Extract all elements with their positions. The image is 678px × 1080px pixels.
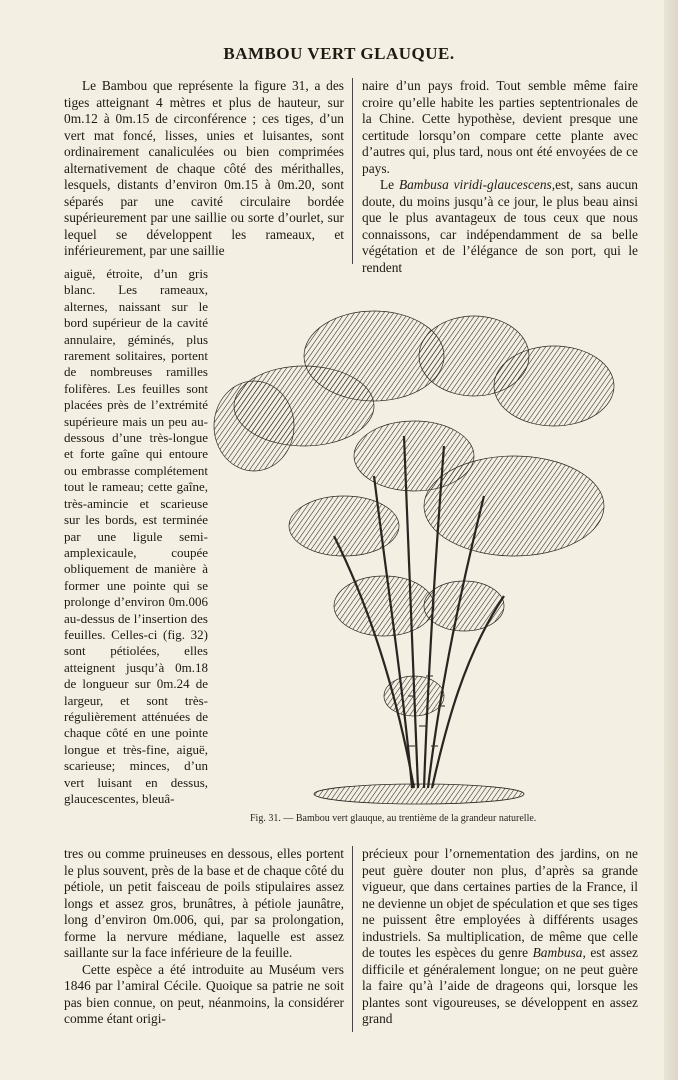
figure-caption: Fig. 31. — Bambou vert glauque, au trentième de la grandeur naturelle.: [250, 813, 537, 824]
text-span: précieux pour l’ornementation des jardins, on ne peut guère douter non plus, d’après sa grande vigueur, que dans certaines parties de la France, il ne devienne un objet de spéculation et que ses tiges ne puissent être employées à différents usages industriels. Sa multiplication, de même que celle de toutes les espèces du genre: [362, 846, 638, 960]
text-column-left-bottom: [64, 846, 344, 1034]
bamboo-engraving-icon: [214, 276, 638, 816]
paragraph-intro: Le Bambou que représente la figure 31, a des tiges atteignant 4 mètres et plus de hauteur, sur 0m.12 à 0m.15 de circonférence ; ces tiges, d’un vert mat foncé, lisses, unies et luisantes, sont ordinairement canaliculées ou bien comprimées alternativement de chaque côté des mérithalles, lesquels, distants d’environ 0m.15 à 0m.20, sont séparés par une cavité circulaire bordée supérieurement par une saillie ou sorte d’ourlet, sur lequel se développent les rameaux, et inférieurement, par une saillie: [64, 78, 344, 258]
text-column-right-top: [362, 78, 638, 275]
paragraph-leaves: tres ou comme pruineuses en dessous, elles portent le plus souvent, près de la base et de chaque côté du pétiole, un petit faisceau de poils stipulaires assez longs et assez gros, brunâtres, à pétiole jaunâtre, long d’environ 0m.006, qui, par sa prolongation, forme la nervure médiane, laquelle est assez saillante sur la face inférieure de la feuille.: [64, 846, 344, 960]
paragraph-origin: naire d’un pays froid. Tout semble même faire croire qu’elle habite les parties septentrionales de la Chine. Cette hypothèse, devient presque une certitude lorsqu’on compare cette plante avec d’autres qui, plus tard, nous ont été envoyées de ce pays.: [362, 78, 638, 176]
paragraph-botany: aiguë, étroite, d’un gris blanc. Les rameaux, alternes, naissant sur le bord supérieur de la cavité annulaire, géminés, plus rarement solitaires, portent de nombreuses ramilles folifères. Les feuilles sont placées près de l’extrémité supérieure mais un peu au-dessous d’une très-longue et forte gaîne qui entoure ou embrasse complétement tout le rameau; cette gaîne, très-amincie et scarieuse sur les bords, est terminée par une ligule semi-amplexicaule, coupée obliquement de manière à former une pointe qui se prolonge d’environ 0m.006 au-dessus de l’insertion des feuilles. Celles-ci (fig. 32) sont pétiolées, elles atteignent jusqu’à 0m.18 de longueur sur 0m.24 de largeur, et sont très-régulièrement atténuées de chaque côté en une pointe longue et très-fine, aiguë, scarieuse; minces, d’un vert luisant en dessus, glaucescentes, bleuâ-: [64, 266, 208, 806]
paragraph-propagation: [362, 846, 638, 1028]
text-span: Le: [380, 177, 399, 192]
genus-name: Bambusa,: [532, 945, 586, 960]
paragraph-description: [362, 177, 638, 276]
page-edge: [664, 0, 678, 1080]
text-span: est, sans aucun doute, du moins jusqu’à ce jour, le plus beau ainsi que le plus avantageux de tous ceux que nous connaissons, car indépendamment de sa belle végétation et de l’élégance de son port, qui le rendent: [362, 177, 638, 275]
text-column-right-bottom: [362, 846, 638, 1034]
page-title: BAMBOU VERT GLAUQUE.: [223, 44, 455, 63]
species-name: Bambusa viridi-glaucescens,: [398, 177, 556, 192]
paragraph-introduction-history: Cette espèce a été introduite au Muséum vers 1846 par l’amiral Cécile. Quoique sa patrie ne soit pas bien connue, on peut, néanmoins, la considérer comme étant origi-: [64, 961, 344, 1026]
column-divider-top: [352, 78, 353, 264]
column-divider-bottom: [352, 846, 353, 1032]
text-span: est assez difficile et généralement longue; on ne peut guère la faire qu’à l’aide de drageons qui, lorsque les plantes sont vigoureuses, se développent en assez grand: [362, 945, 638, 1026]
text-column-left-top: [64, 78, 344, 268]
text-column-left-narrow: [64, 266, 208, 848]
